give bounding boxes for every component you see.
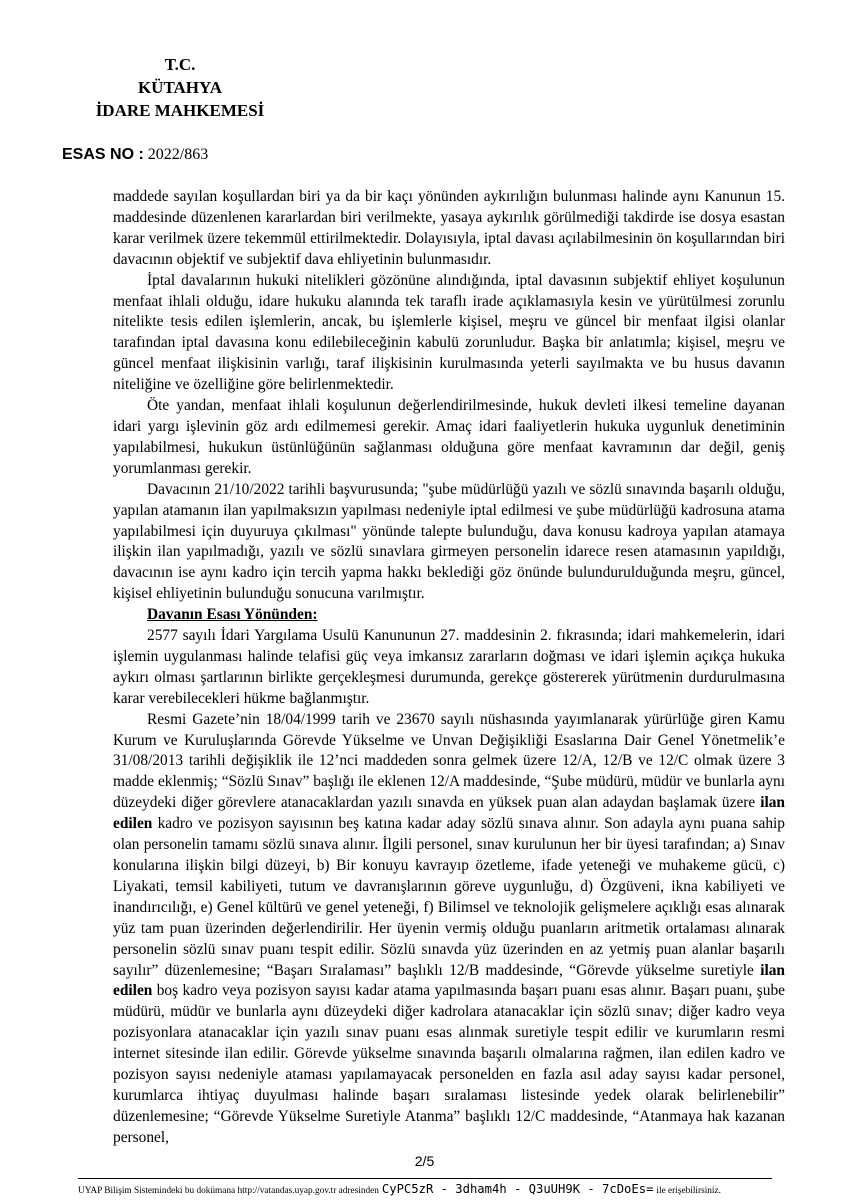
paragraph-6-part-a: Resmi Gazete’nin 18/04/1999 tarih ve 23670 sayılı nüshasında yayımlanarak yürürlüğe giren Kamu Kurum ve Kuruluşlarında Görevde Yükselme ve Unvan Değişikliği Esaslarına Dair Genel Yönetmelik’e 31/08/2013 tarihli değişiklik ile 12’nci maddeden sonra gelmek üzere 12/A, 12/B ve 12/C olmak üzere 3 madde eklenmiş; “Sözlü Sınav” başlığı ile eklenen 12/A maddesinde, “Şube müdürü, müdür ve bunlarla aynı düzeydeki diğer görevlere atanacaklardan yazılı sınavda en yüksek puan alan adaydan başlamak üzere: [113, 710, 785, 812]
header-court-name: İDARE MAHKEMESİ: [95, 101, 265, 120]
footer-prefix: UYAP Bilişim Sistemindeki bu dokümana http://vatandas.uyap.gov.tr adresinden: [78, 1186, 379, 1196]
paragraph-3: Öte yandan, menfaat ihlali koşulunun değerlendirilmesinde, hukuk devleti ilkesi temeline dayanan idari yargı işlevinin göz ardı edilmemesi gerekir. Amaç idari faaliyetlerin hukuka uygunluk denetiminin yapılabilmesi, hukukun üstünlüğünün sağlanması olduğuna göre menfaat kavramının dar değil, geniş yorumlanması gerekir.: [113, 397, 785, 477]
footer-divider: [78, 1178, 772, 1179]
case-number-value: 2022/863: [147, 146, 209, 163]
header-tc: T.C.: [164, 55, 196, 74]
paragraph-6-part-b: kadro ve pozisyon sayısının beş katına kadar aday sözlü sınava alınır. Son adayla aynı puana sahip olan personelin tamamı sözlü sınava alınır. İlgili personel, sınav kurulunun her bir üyesi tarafından; a) Sınav konularına ilişkin bilgi düzeyi, b) Bir konuyu kavrayıp özetleme, ifade yeteneği ve muhakeme gücü, c) Liyakati, temsil kabiliyeti, tutum ve davranışlarının göreve uygunluğu, d) Özgüveni, ikna kabiliyeti ve inandırıcılığı, e) Genel kültürü ve genel yeteneği, f) Bilimsel ve teknolojik gelişmelere açıklığı esas alınarak yüz tam puan üzerinden değerlendirilir. Her üyenin vermiş olduğu puanların aritmetik ortalaması alınarak personelin sözlü sınav puanı tespit edilir. Sözlü sınavda yüz üzerinden en az yetmiş puan alanlar başarılı sayılır” düzenlemesine; “Başarı Sıralaması” başlıklı 12/B maddesinde, “Görevde yükselme suretiyle: [113, 815, 785, 979]
header-city: KÜTAHYA: [137, 78, 223, 97]
verification-code: CyPC5zR - 3dham4h - Q3uUH9K - 7cDoEs=: [381, 1182, 654, 1196]
case-number-line: [62, 146, 208, 164]
footer-suffix: ile erişebilirsiniz.: [656, 1186, 721, 1196]
paragraph-4: Davacının 21/10/2022 tarihli başvurusunda; "şube müdürlüğü yazılı ve sözlü sınavında başarılı olduğu, yapılan atamanın ilan yapılmaksızın yapılması nedeniyle iptal edilmesi ve şube müdürlüğü kadrosuna atama yapılabilmesi için duyuruya çıkılması" yönünde talepte bulunduğu, dava konusu kadroya yapılan atamaya ilişkin ilan yapılmadığı, yazılı ve sözlü sınavlara girmeyen personelin idarece resen atamasının yapıldığı, davacının ise aynı kadro için tercih yapma hakkı beklediği göz önünde bulundurulduğunda meşru, güncel, kişisel ehliyetinin bulunduğu sonucuna varılmıştır.: [113, 480, 785, 603]
paragraph-5: 2577 sayılı İdari Yargılama Usulü Kanununun 27. maddesinin 2. fıkrasında; idari mahkemelerin, idari işlemin uygulanması halinde telafisi güç veya imkansız zararların doğması ve idari işlemin açıkça hukuka aykırı olması şartlarının birlikte gerçekleşmesi durumunda, gerekçe göstererek yürütmenin durdurulmasına karar verebilecekleri hükme bağlanmıştır.: [113, 627, 785, 707]
footer-verification: [78, 1182, 798, 1196]
section-heading-merits: Davanın Esası Yönünden:: [147, 606, 318, 624]
page-number: 2/5: [414, 1153, 435, 1169]
paragraph-6-part-c: boş kadro veya pozisyon sayısı kadar atama yapılmasında başarı puanı esas alınır. Başarı puanı, şube müdürü, müdür ve bunlarla aynı düzeydeki diğer kadrolara atanacaklar için sözlü sınav; diğer kadro veya pozisyonlara atanacaklar için yazılı sınav puanı esas alınmak suretiyle tespit edilir ve kurumların resmi internet sitesinde ilan edilir. Görevde yükselme sınavında başarılı olmalarına rağmen, ilan edilen kadro ve pozisyon sayısı nedeniyle ataması yapılamayacak personelden en fazla asıl aday sayısı kadar personel, kurumlarca ihtiyaç duyulması halinde başarı sıralaması listesinde yedek olarak belirlenebilir” düzenlemesine; “Görevde Yükselme Suretiyle Atanma” başlıklı 12/C maddesinde, “Atanmaya hak kazanan personel,: [113, 982, 785, 1146]
paragraph-6: [113, 710, 785, 1149]
document-body: [113, 187, 785, 1149]
paragraph-1: maddede sayılan koşullardan biri ya da bir kaçı yönünden aykırılığın bulunması halinde aynı Kanunun 15. maddesinde düzenlenen kararlardan biri verilmekte, yasaya aykırılık görülmediği takdirde ise dosya esastan karar verilmek üzere tekemmül ettirilmektedir. Dolayısıyla, iptal davası açılabilmesinin ön koşullarından biri davacının objektif ve subjektif dava ehliyetinin bulunmasıdır.: [113, 188, 785, 268]
emphasis-ilan-edilen-2: ilan edilen: [113, 961, 785, 1000]
emphasis-ilan-edilen-1: ilan edilen: [113, 794, 785, 833]
paragraph-2: İptal davalarının hukuki nitelikleri gözönüne alındığında, iptal davasının subjektif ehliyet koşulunun menfaat ihlali olduğu, idare hukuku alanında tek taraflı irade açıklamasıyla kesin ve yürütülmesi zorunlu nitelikte tesis edilen işlemlerin, ancak, bu işlemlerle kişisel, meşru ve güncel bir menfaat ilgisi olanlar tarafından iptal davasına konu edilebileceğinin kabulü zorunludur. Başka bir anlatımla; kişisel, meşru ve güncel menfaat ilişkisinin varlığı, taraf ilişkisinin kurulmasında yeterli sayılmakta ve bu husus davanın niteliğine ve özelliğine göre belirlenmektedir.: [113, 271, 785, 394]
case-number-label: ESAS NO :: [62, 146, 144, 163]
court-header: [70, 53, 290, 122]
